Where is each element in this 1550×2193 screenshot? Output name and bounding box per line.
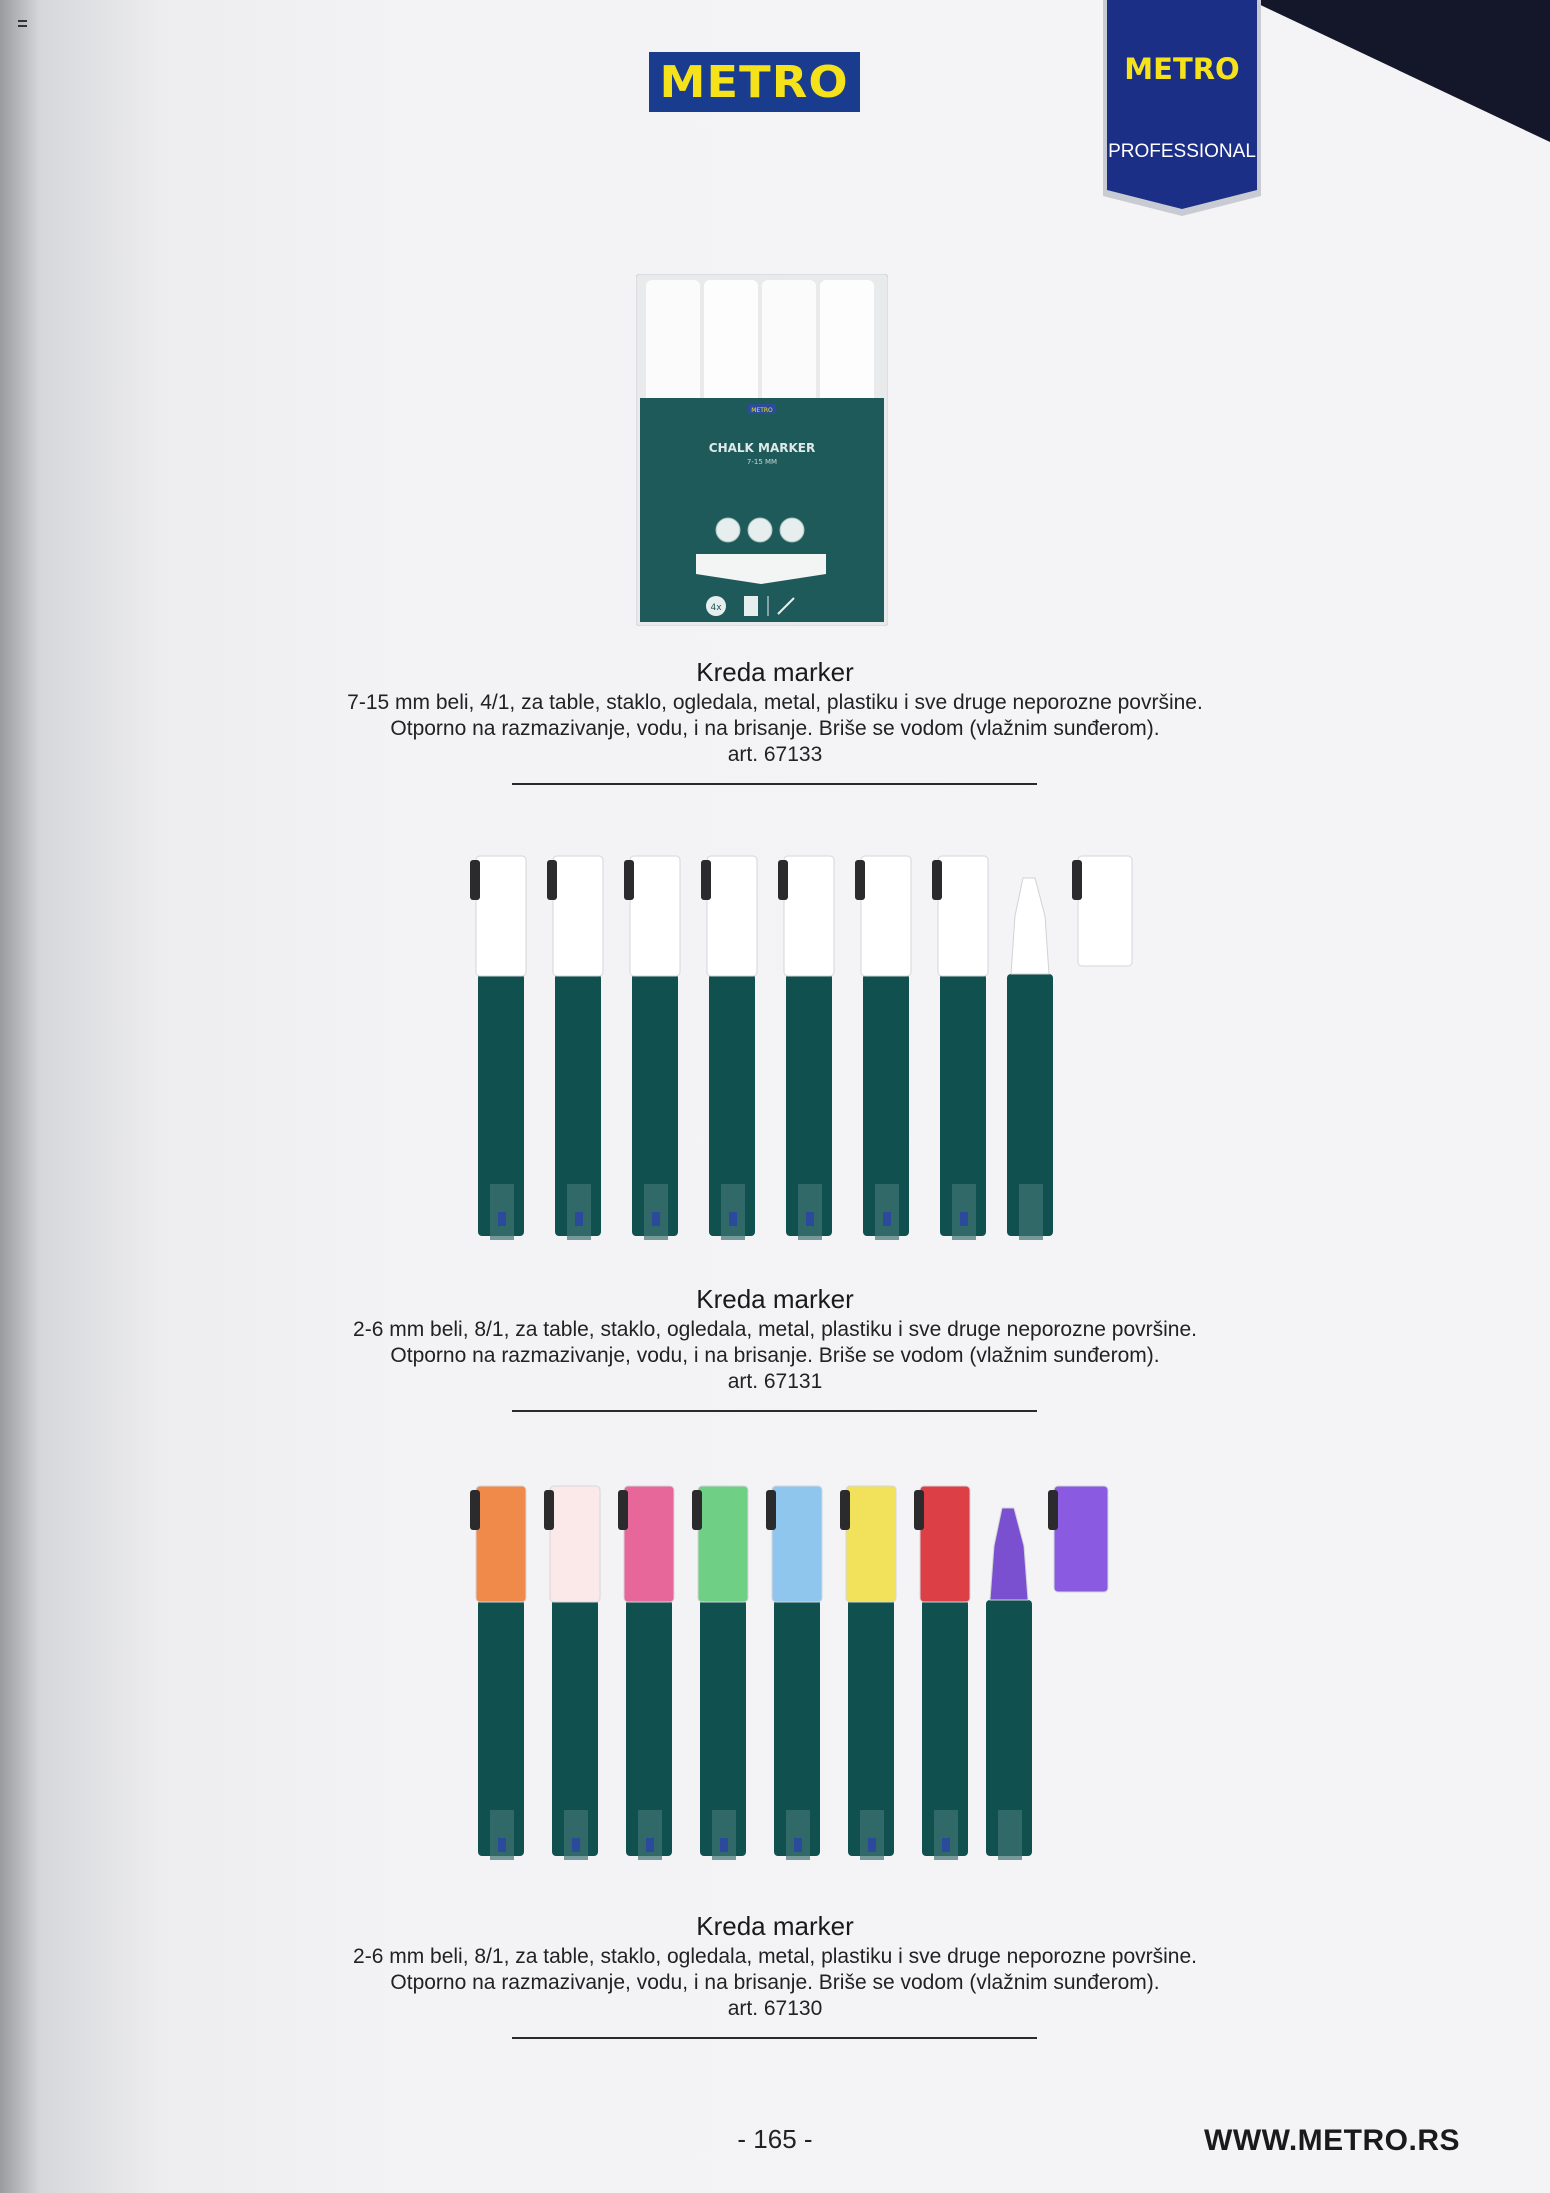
product-article-number: art. 67130 [727,1997,823,2020]
product-details-line: Otporno na razmazivanje, vodu, i na brisanje. Briše se vodom (vlažnim sunđerom). [390,1971,1160,1994]
divider [512,2037,1037,2039]
product-description-2 [280,1283,1270,1395]
badge-shape [1103,0,1261,216]
product-title: Kreda marker [696,1911,854,1941]
divider [512,783,1037,785]
product-description-3 [280,1910,1270,2022]
divider [512,1410,1037,1412]
chalk-marker [692,1486,748,1860]
package-title: CHALK MARKER [708,441,816,455]
chalk-marker [778,856,834,1240]
chalk-marker [932,856,988,1240]
product-details-line: Otporno na razmazivanje, vodu, i na brisanje. Briše se vodom (vlažnim sunđerom). [390,717,1160,740]
loose-marker-cap [1048,1486,1108,1592]
package-size: 7-15 MM [746,458,778,466]
metro-logo [649,52,860,112]
package-count: 4x [710,603,722,613]
open-chalk-marker [1007,878,1053,1240]
metro-logo-text: METRO [659,56,850,108]
product-title: Kreda marker [696,1284,854,1314]
product-details-line: 7-15 mm beli, 4/1, za table, staklo, ogledala, metal, plastiku i sve druge neporozne površine. [347,691,1203,714]
page-number: - 165 - [737,2124,813,2154]
chalk-marker [624,856,680,1240]
chalk-marker [914,1486,970,1860]
chalk-marker [701,856,757,1240]
chalk-marker [547,856,603,1240]
chalk-marker-package-image [636,274,888,626]
chalk-marker [470,856,526,1240]
chalk-marker [618,1486,674,1860]
white-chalk-markers-image [460,850,1160,1240]
colored-chalk-markers-image [460,1480,1160,1860]
chalk-marker [855,856,911,1240]
chalk-marker [766,1486,822,1860]
product-title: Kreda marker [696,657,854,687]
product-details-line: Otporno na razmazivanje, vodu, i na brisanje. Briše se vodom (vlažnim sunđerom). [390,1344,1160,1367]
product-article-number: art. 67133 [727,743,823,766]
product-details-line: 2-6 mm beli, 8/1, za table, staklo, ogledala, metal, plastiku i sve druge neporozne površine. [353,1318,1197,1341]
product-details-line: 2-6 mm beli, 8/1, za table, staklo, ogledala, metal, plastiku i sve druge neporozne površine. [353,1945,1197,1968]
chalk-marker [470,1486,526,1860]
badge-label: PROFESSIONAL [1108,141,1256,162]
open-chalk-marker [986,1508,1032,1860]
website-link[interactable]: WWW.METRO.RS [1204,2124,1460,2157]
badge-brand: METRO [1124,52,1240,86]
package-brand: METRO [751,407,773,414]
product-description-1 [280,656,1270,768]
product-article-number: art. 67131 [727,1370,823,1393]
corner-decoration [1250,0,1550,142]
chalk-marker [840,1486,896,1860]
menu-icon [18,20,27,28]
metro-professional-badge [1103,0,1261,216]
chalk-marker [544,1486,600,1860]
loose-marker-cap [1072,856,1132,966]
